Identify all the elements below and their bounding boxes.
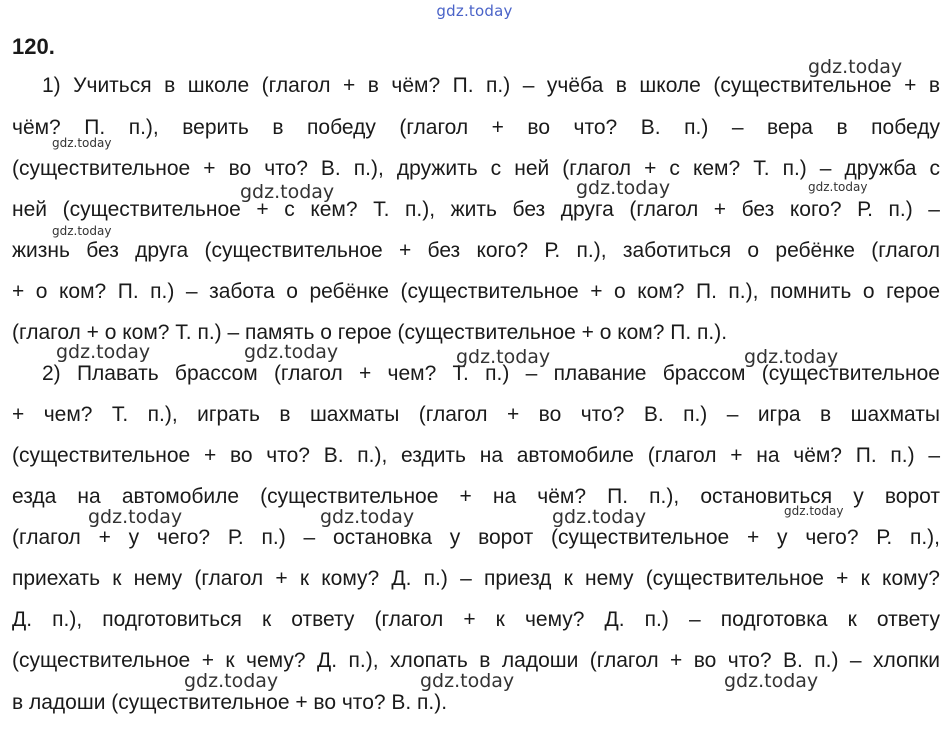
watermark: gdz.today <box>808 56 903 78</box>
watermark: gdz.today <box>552 506 647 528</box>
watermark: gdz.today <box>576 177 671 199</box>
text-line: в ладоши (существительное + во что? В. п.). <box>12 691 448 714</box>
text-line: чём? П. п.), верить в победу (глагол + во что? В. п.) – вера в победу <box>12 116 940 139</box>
site-brand-header: gdz.today <box>436 2 513 20</box>
text-line: + чем? Т. п.), играть в шахматы (глагол + во что? В. п.) – игра в шахматы <box>12 403 940 426</box>
text-line: езда на автомобиле (существительное + на чём? П. п.), остановиться у ворот <box>12 485 940 508</box>
watermark: gdz.today <box>244 341 339 363</box>
watermark: gdz.today <box>808 180 868 194</box>
text-line: жизнь без друга (существительное + без кого? Р. п.), заботиться о ребёнке (глагол <box>12 239 940 262</box>
text-line: (глагол + о ком? Т. п.) – память о герое (существительное + о ком? П. п.). <box>12 321 728 344</box>
watermark: gdz.today <box>456 346 551 368</box>
text-line: ней (существительное + с кем? Т. п.), жить без друга (глагол + без кого? Р. п.) – <box>12 198 940 221</box>
text-line: 1) Учиться в школе (глагол + в чём? П. п.) – учёба в школе (существительное + в <box>42 74 940 97</box>
text-line: + о ком? П. п.) – забота о ребёнке (существительное + о ком? П. п.), помнить о герое <box>12 280 940 303</box>
watermark: gdz.today <box>420 670 515 692</box>
watermark: gdz.today <box>56 341 151 363</box>
text-line: (глагол + у чего? Р. п.) – остановка у ворот (существительное + у чего? Р. п.), <box>12 526 940 549</box>
watermark: gdz.today <box>52 136 112 150</box>
watermark: gdz.today <box>88 506 183 528</box>
text-line: 2) Плавать брассом (глагол + чем? Т. п.) – плавание брассом (существительное <box>42 362 940 385</box>
watermark: gdz.today <box>724 670 819 692</box>
text-line: Д. п.), подготовиться к ответу (глагол + к чему? Д. п.) – подготовка к ответу <box>12 608 940 631</box>
text-line: (существительное + во что? В. п.), ездить на автомобиле (глагол + на чём? П. п.) – <box>12 444 940 467</box>
text-line: приехать к нему (глагол + к кому? Д. п.) – приезд к нему (существительное + к кому? <box>12 567 940 590</box>
task-number: 120. <box>12 34 55 59</box>
text-line: (существительное + во что? В. п.), дружить с ней (глагол + с кем? Т. п.) – дружба с <box>12 157 940 180</box>
watermark: gdz.today <box>744 346 839 368</box>
watermark: gdz.today <box>240 181 335 203</box>
watermark: gdz.today <box>52 224 112 238</box>
text-line: (существительное + к чему? Д. п.), хлопать в ладоши (глагол + во что? В. п.) – хлопки <box>12 649 940 672</box>
watermark: gdz.today <box>184 670 279 692</box>
watermark: gdz.today <box>320 506 415 528</box>
watermark: gdz.today <box>784 504 844 518</box>
